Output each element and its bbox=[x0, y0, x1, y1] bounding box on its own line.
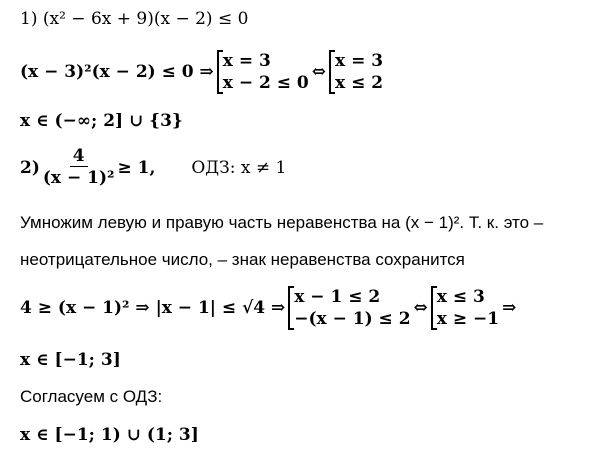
inequality-chain: 4 ≥ (x − 1)² ⇒ |x − 1| ≤ √4 ⇒ bbox=[20, 298, 286, 318]
line-4-equation-2 bbox=[20, 146, 286, 189]
line-8-answer-2 bbox=[20, 349, 121, 371]
system-2 bbox=[329, 50, 383, 94]
system-1-row-1: x = 3 bbox=[222, 51, 271, 71]
line-3-answer-1 bbox=[20, 110, 183, 132]
equation-1: 1) (x² − 6x + 9)(x − 2) ≤ 0 bbox=[20, 9, 249, 29]
system-1-row-2: x − 2 ≤ 0 bbox=[222, 73, 309, 93]
explanation-text-2: неотрицательное число, – знак неравенства сохранится bbox=[20, 250, 465, 269]
answer-2: x ∈ [−1; 3] bbox=[20, 350, 121, 370]
line-1-equation bbox=[20, 8, 248, 30]
factored-inequality: (x − 3)²(x − 2) ≤ 0 ⇒ bbox=[20, 62, 214, 82]
line-6-text bbox=[20, 249, 465, 271]
fraction-numerator: 4 bbox=[70, 146, 88, 167]
system-4-row-2: x ≥ −1 bbox=[436, 309, 500, 329]
system-3-row-2: −(x − 1) ≤ 2 bbox=[294, 309, 411, 329]
final-answer: x ∈ [−1; 1) ∪ (1; 3] bbox=[20, 425, 199, 445]
line-10-final-answer bbox=[20, 424, 199, 446]
line-7-solution bbox=[20, 286, 516, 330]
line-5-text bbox=[20, 212, 543, 234]
system-4-row-1: x ≤ 3 bbox=[436, 287, 485, 307]
explanation-text-1: Умножим левую и правую часть неравенства на (x − 1)². Т. к. это – bbox=[20, 213, 544, 232]
equivalence-symbol-2: ⇔ bbox=[413, 298, 428, 318]
fraction bbox=[43, 146, 115, 189]
system-1 bbox=[217, 50, 309, 94]
system-4 bbox=[431, 286, 499, 330]
system-2-bracket bbox=[329, 50, 383, 94]
implies-symbol: ⇒ bbox=[502, 298, 517, 318]
system-1-bracket bbox=[217, 50, 309, 94]
odz-condition: ОДЗ: x ≠ 1 bbox=[191, 157, 287, 178]
odz-agreement-text: Согласуем с ОДЗ: bbox=[20, 387, 163, 406]
system-3 bbox=[288, 286, 410, 330]
equation-2-rhs: ≥ 1, bbox=[117, 157, 156, 178]
system-4-bracket bbox=[431, 286, 499, 330]
answer-1: x ∈ (−∞; 2] ∪ {3} bbox=[20, 111, 183, 131]
system-2-row-2: x ≤ 2 bbox=[335, 73, 384, 93]
equation-2-number: 2) bbox=[20, 157, 40, 178]
system-2-row-1: x = 3 bbox=[335, 51, 384, 71]
equivalence-symbol: ⇔ bbox=[311, 62, 327, 82]
system-3-bracket bbox=[288, 286, 410, 330]
fraction-denominator: (x − 1)² bbox=[42, 168, 115, 188]
line-2-solution bbox=[20, 50, 386, 94]
system-3-row-1: x − 1 ≤ 2 bbox=[294, 287, 381, 307]
line-9-text bbox=[20, 386, 162, 408]
